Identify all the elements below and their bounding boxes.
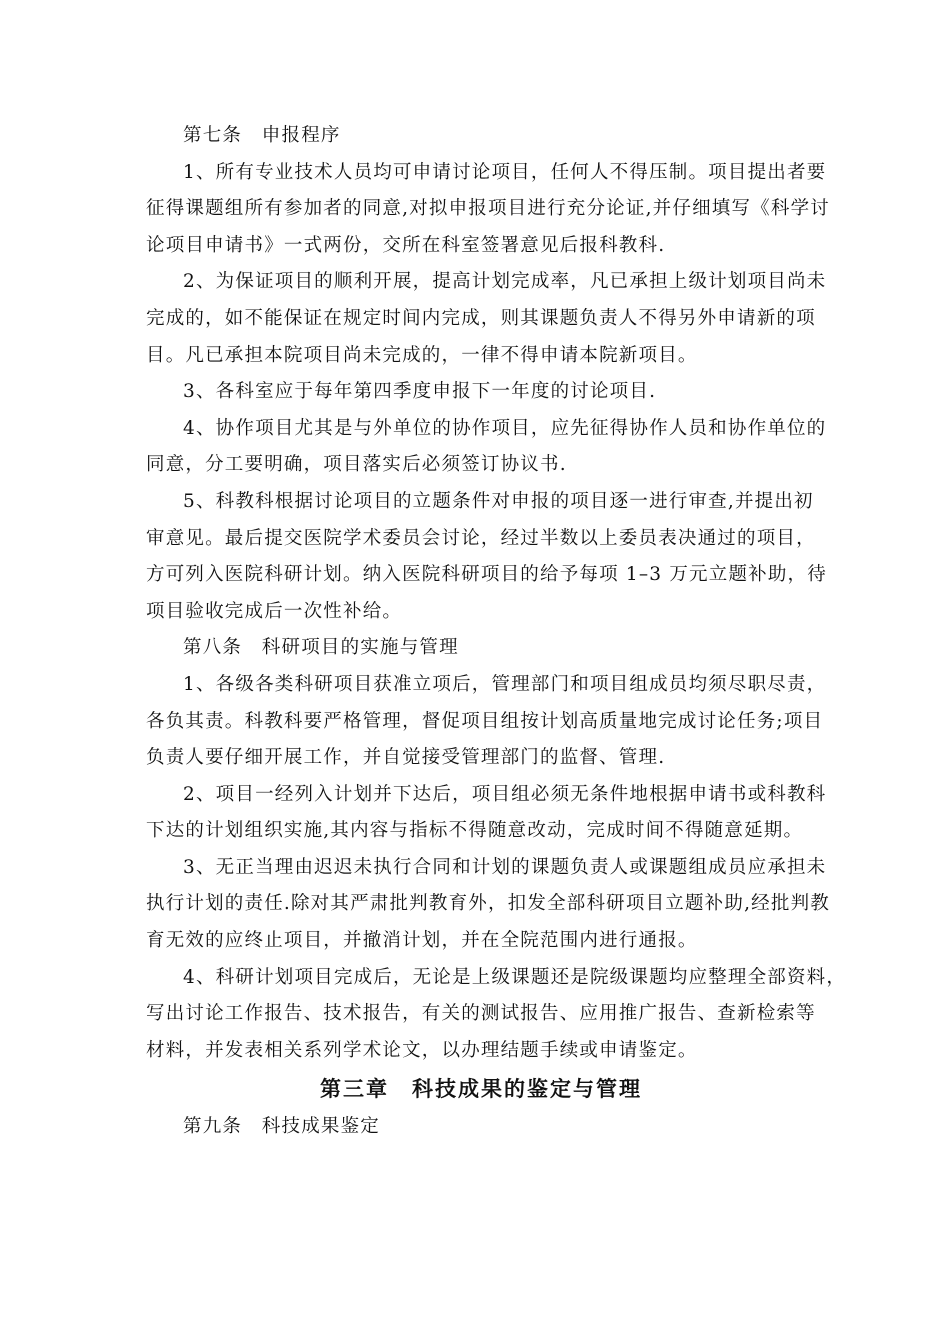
article-8-item-3-line-2: 执行计划的责任.除对其严肃批判教育外，扣发全部科研项目立题补助,经批判教 [146, 893, 830, 915]
article-8-item-2-line-1: 2、项目一经列入计划并下达后，项目组必须无条件地根据申请书或科教科 [183, 783, 827, 805]
article-7-item-2-line-3: 目。凡已承担本院项目尚未完成的，一律不得申请本院新项目。 [146, 344, 698, 366]
article-7-item-1-line-3: 论项目申请书》一式两份，交所在科室签署意见后报科教科. [146, 234, 666, 256]
article-8-item-1-line-3: 负责人要仔细开展工作，并自觉接受管理部门的监督、管理. [146, 747, 666, 769]
article-8-item-1-line-2: 各负其责。科教科要严格管理，督促项目组按计划高质量地完成讨论任务;项目 [146, 710, 824, 732]
article-7-heading: 第七条 申报程序 [183, 125, 341, 146]
article-7-item-1-line-2: 征得课题组所有参加者的同意,对拟申报项目进行充分论证,并仔细填写《科学讨 [146, 198, 830, 220]
chapter-3-title: 第三章 科技成果的鉴定与管理 [320, 1077, 642, 1102]
article-7-item-5-line-3: 方可列入医院科研计划。纳入医院科研项目的给予每项 1–3 万元立题补助，待 [146, 564, 827, 586]
article-8-item-3-line-1: 3、无正当理由迟迟未执行合同和计划的课题负责人或课题组成员应承担未 [183, 856, 827, 878]
article-7-item-4-line-1: 4、协作项目尤其是与外单位的协作项目，应先征得协作人员和协作单位的 [183, 417, 827, 439]
article-7-item-5-line-1: 5、科教科根据讨论项目的立题条件对申报的项目逐一进行审查,并提出初 [183, 490, 814, 512]
article-8-heading: 第八条 科研项目的实施与管理 [183, 637, 459, 659]
document-body [146, 118, 847, 1146]
article-7-item-1-line-1: 1、所有专业技术人员均可申请讨论项目，任何人不得压制。项目提出者要 [183, 161, 827, 183]
article-8-item-3-line-3: 育无效的应终止项目，并撤消计划，并在全院范围内进行通报。 [146, 930, 698, 952]
article-8-item-1-line-1: 1、各级各类科研项目获准立项后，管理部门和项目组成员均须尽职尽责， [183, 673, 827, 695]
article-7-item-2-line-2: 完成的，如不能保证在规定时间内完成，则其课题负责人不得另外申请新的项 [146, 307, 816, 329]
article-7-item-3-line-1: 3、各科室应于每年第四季度申报下一年度的讨论项目. [183, 381, 657, 403]
article-7-item-4-line-2: 同意，分工要明确，项目落实后必须签订协议书. [146, 454, 567, 476]
article-8-item-4-line-1: 4、科研计划项目完成后，无论是上级课题还是院级课题均应整理全部资料， [183, 966, 847, 988]
article-8-item-4-line-3: 材料，并发表相关系列学术论文，以办理结题手续或申请鉴定。 [146, 1039, 698, 1061]
article-7-item-5-line-2: 审意见。最后提交医院学术委员会讨论，经过半数以上委员表决通过的项目， [146, 527, 816, 549]
article-9-heading: 第九条 科技成果鉴定 [183, 1116, 381, 1138]
article-7-item-2-line-1: 2、为保证项目的顺利开展，提高计划完成率，凡已承担上级计划项目尚未 [183, 271, 827, 293]
article-7-item-5-line-4: 项目验收完成后一次性补给。 [146, 600, 403, 622]
article-8-item-2-line-2: 下达的计划组织实施,其内容与指标不得随意改动，完成时间不得随意延期。 [146, 820, 804, 842]
article-8-item-4-line-2: 写出讨论工作报告、技术报告，有关的测试报告、应用推广报告、查新检索等 [146, 1003, 816, 1025]
